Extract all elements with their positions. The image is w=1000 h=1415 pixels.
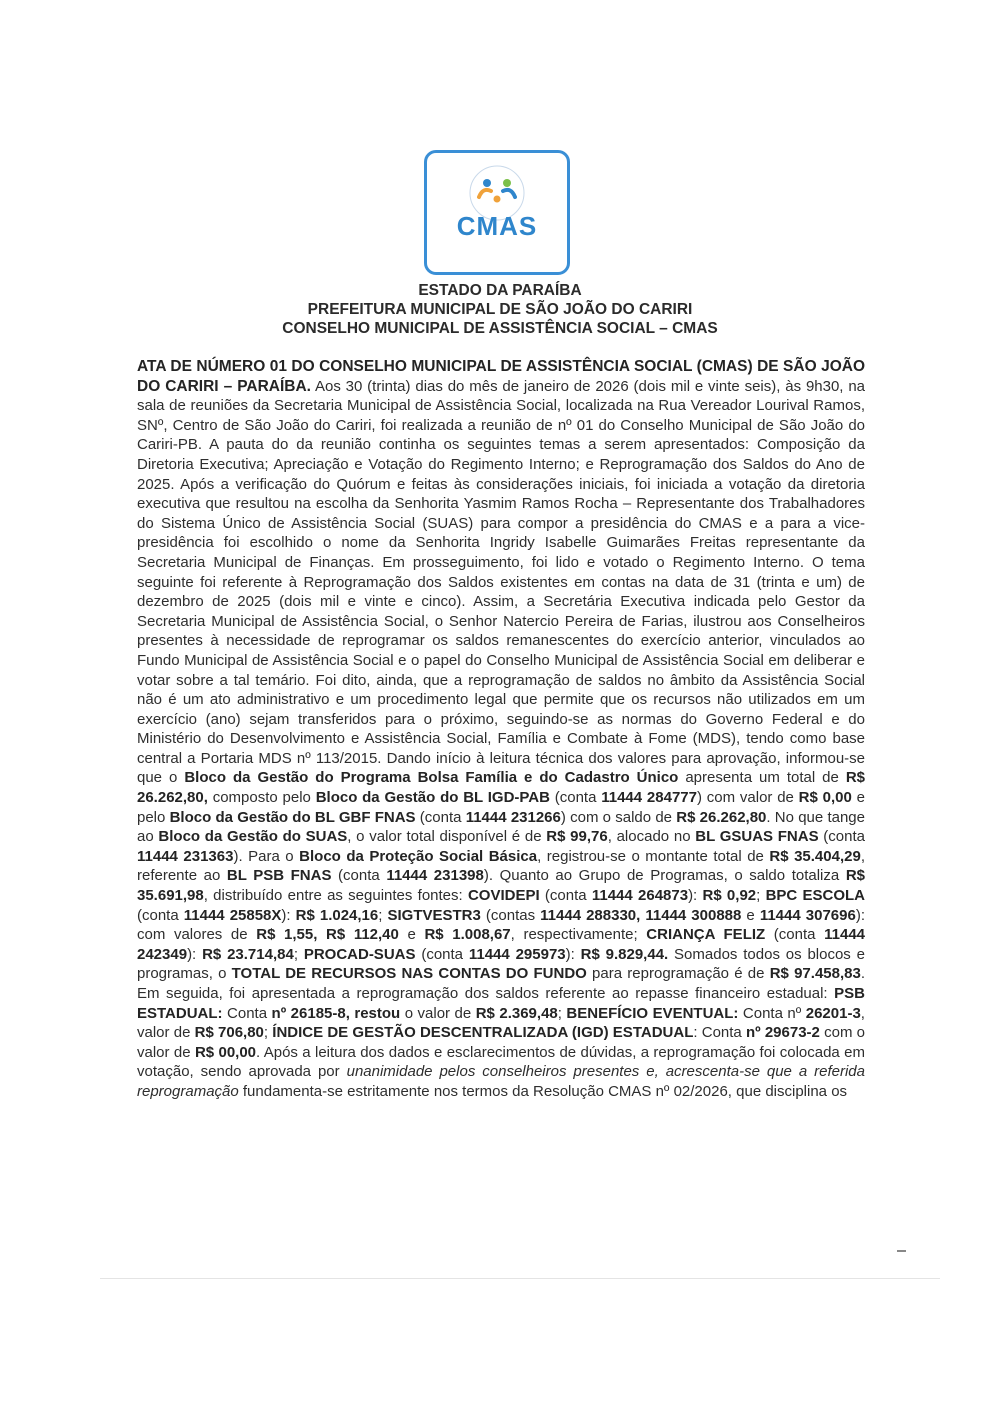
text-run: ): com valores de xyxy=(137,906,865,944)
bold-run: SIGTVESTR3 xyxy=(387,906,481,924)
header-council: CONSELHO MUNICIPAL DE ASSISTÊNCIA SOCIAL – CMAS xyxy=(282,320,718,337)
text-run: com o valor de xyxy=(137,1024,865,1061)
bold-run: 11444 264873 xyxy=(591,887,689,905)
text-run: para reprogramação é de xyxy=(586,965,770,983)
bold-run: BPC ESCOLA xyxy=(765,887,866,905)
bold-run: R$ 1,55, R$ 112,40 xyxy=(256,926,399,944)
text-run: . Após a leitura dos dados e esclarecimentos de dúvidas, a reprogramação foi colocada em votação, sendo aprovada por xyxy=(137,1043,865,1081)
bold-run: R$ 26.262,80, xyxy=(137,769,865,807)
bold-run: 11444 295973 xyxy=(468,945,566,963)
text-run: (conta xyxy=(137,906,184,924)
italic-run: unanimidade pelos conselheiros presentes e, acrescenta-se que a referida reprogramação xyxy=(137,1063,865,1100)
text-run: ; xyxy=(293,945,304,963)
text-run: ). Quanto ao Grupo de Programas, o saldo totaliza xyxy=(483,867,846,885)
bold-run: R$ 9.829,44. xyxy=(580,945,669,963)
bold-run: R$ 00,00 xyxy=(194,1043,257,1061)
bold-run: R$ 1.024,16 xyxy=(295,906,379,924)
text-run: , o valor total disponível é de xyxy=(347,828,547,846)
bold-run: 11444 307696 xyxy=(759,906,856,924)
text-run: ): xyxy=(187,945,203,963)
text-run: (conta xyxy=(415,945,469,963)
text-run: (conta xyxy=(818,828,865,846)
text-run: ). Para o xyxy=(233,847,300,865)
text-run: (conta xyxy=(765,926,825,944)
bold-run: 11444 288330, 11444 300888 xyxy=(540,906,742,924)
text-run: ) com valor de xyxy=(696,789,799,807)
bold-run: R$ 35.691,98 xyxy=(137,867,865,905)
bold-run: 11444 231363 xyxy=(137,847,234,865)
text-run: , respectivamente; xyxy=(510,926,647,944)
bold-run: R$ 35.404,29 xyxy=(769,847,861,865)
text-run: , valor de xyxy=(137,1004,865,1042)
bold-run: Bloco da Gestão do Programa Bolsa Família e do Cadastro Único xyxy=(184,769,679,787)
text-run: Somados todos os blocos e programas, o xyxy=(137,945,865,983)
document-header xyxy=(100,281,900,338)
minutes-body xyxy=(137,357,865,1102)
text-run: ; xyxy=(263,1024,273,1042)
text-run: , alocado no xyxy=(607,828,696,846)
text-run: Aos 30 (trinta) dias do mês de janeiro de 2026 (dois mil e vinte seis), às 9h30, na sala de reuniões da Secretaria Municipal de Assistência Social, localizada na Rua Vereador Lourival Ramos, SNº, Centro de São João do Cariri, foi realizada a reunião de nº 01 do Conselho Municipal de São João do Cariri-PB. A pauta do da reunião continha os seguintes temas a serem apresentados: Composição da Diretoria Executiva; Apreciação e Votação do Regimento Interno; e Reprogramação dos Saldos do Ano de 2025. Após a verificação do Quórum e feitas às considerações iniciais, foi iniciada a votação da diretoria executiva que resultou na escolha da Senhorita Yasmim Ramos Rocha – Representante dos Trabalhadores do Sistema Único de Assistência Social (SUAS) para compor a presidência do CMAS e a para a vice-presidência foi escolhido o nome da Senhorita Ingridy Isabelle Guimarães Freitas representante da Secretaria Municipal de Finanças. Em prosseguimento, foi lido e votado o Regimento Interno. O tema seguinte foi referente à Reprogramação dos Saldos existentes em contas na data de 31 (trinta e um) de dezembro de 2025 (dois mil e vinte e cinco). Assim, a Secretária Executiva indicada pelo Gestor da Secretaria Municipal de Assistência Social, o Senhor Natercio Pereira de Farias, ilustrou aos Conselheiros presentes à necessidade de reprogramar os saldos remanescentes do exercício anterior, vinculados ao Fundo Municipal de Assistência Social e o papel do Conselho Municipal de Assistência Social em deliberar e votar sobre a tal temário. Foi dito, ainda, que a reprogramação de saldos no âmbito da Assistência Social não é um ato administrativo e um procedimento legal que permite que os recursos não utilizados em um exercício (ano) sejam transferidos para o próximo, seguindo-se as normas do Governo Federal e do Ministério do Desenvolvimento e Assistência Social, Família e Combate à Fome (MDS), tendo como base central a Portaria MDS nº 113/2015. Dando início à leitura técnica dos valores para aprovação, informou-se que o xyxy=(137,377,865,787)
bold-run: PSB ESTADUAL: xyxy=(137,985,865,1022)
cmas-logo xyxy=(424,150,570,275)
bold-run: TOTAL DE RECURSOS NAS CONTAS DO FUNDO xyxy=(231,965,587,983)
text-run: ): xyxy=(565,945,581,963)
text-run: e xyxy=(398,926,425,944)
bold-run: R$ 2.369,48 xyxy=(475,1004,558,1022)
bold-run: COVIDEPI xyxy=(467,887,540,905)
text-run: , distribuído entre as seguintes fontes: xyxy=(203,887,468,905)
text-run: (conta xyxy=(549,789,602,807)
text-run: ): xyxy=(688,887,703,905)
text-run: (contas xyxy=(480,906,541,924)
text-run: e xyxy=(741,906,760,924)
bold-run: Bloco da Gestão do BL GBF FNAS xyxy=(169,808,416,826)
bold-run: R$ 1.008,67 xyxy=(424,926,511,944)
bold-run: Bloco da Proteção Social Básica xyxy=(299,847,538,865)
bold-run: R$ 0,00 xyxy=(798,789,852,807)
text-run: . No que tange ao xyxy=(137,808,865,846)
bold-run: Bloco da Gestão do SUAS xyxy=(158,828,348,846)
header-prefecture: PREFEITURA MUNICIPAL DE SÃO JOÃO DO CARIRI xyxy=(307,301,693,318)
text-run: , registrou-se o montante total de xyxy=(537,847,770,865)
text-run: Conta nº xyxy=(738,1004,806,1022)
text-run: ) com o saldo de xyxy=(560,808,677,826)
bold-run: R$ 26.262,80 xyxy=(676,808,767,826)
bold-run: 11444 231266 xyxy=(465,808,561,826)
text-run: ): xyxy=(281,906,296,924)
text-run: o valor de xyxy=(400,1004,476,1022)
bold-run: 11444 231398 xyxy=(386,867,484,885)
text-run: (conta xyxy=(331,867,387,885)
bold-run: 11444 284777 xyxy=(601,789,697,807)
bold-run: BL PSB FNAS xyxy=(226,867,332,885)
bold-run: 11444 242349 xyxy=(137,926,866,963)
scan-mark xyxy=(897,1250,906,1252)
minutes-title: ATA DE NÚMERO 01 DO CONSELHO MUNICIPAL DE ASSISTÊNCIA SOCIAL (CMAS) DE SÃO JOÃO DO CARIRI – PARAÍBA. xyxy=(137,358,865,395)
text-run: , referente ao xyxy=(137,847,865,885)
text-run: . Em seguida, foi apresentada a reprogramação dos saldos referente ao repasse financeiro estadual: xyxy=(137,965,865,1002)
bold-run: BL GSUAS FNAS xyxy=(695,828,819,846)
text-run: composto pelo xyxy=(207,789,316,807)
bold-run: nº 26185-8, restou xyxy=(271,1004,401,1022)
text-run: : Conta xyxy=(693,1024,746,1042)
bold-run: R$ 0,92 xyxy=(702,887,757,905)
text-run: Conta xyxy=(222,1004,272,1022)
text-run: fundamenta-se estritamente nos termos da Resolução CMAS nº 02/2026, que disciplina os xyxy=(238,1082,848,1100)
page-fold-line xyxy=(100,1278,940,1279)
text-run: ; xyxy=(557,1004,567,1022)
bold-run: R$ 706,80 xyxy=(194,1024,264,1042)
bold-run: PROCAD-SUAS xyxy=(303,945,416,963)
text-run: apresenta um total de xyxy=(678,769,846,787)
bold-run: Bloco da Gestão do BL IGD-PAB xyxy=(315,789,550,807)
text-run: (conta xyxy=(415,808,466,826)
text-run: e pelo xyxy=(137,789,865,826)
bold-run: R$ 23.714,84 xyxy=(202,945,294,963)
text-run: ; xyxy=(756,887,766,905)
bold-run: nº 29673-2 xyxy=(745,1024,820,1042)
logo-text: CMAS xyxy=(456,211,538,241)
bold-run: ÍNDICE DE GESTÃO DESCENTRALIZADA (IGD) ESTADUAL xyxy=(272,1024,694,1042)
bold-run: R$ 97.458,83 xyxy=(769,965,861,983)
bold-run: CRIANÇA FELIZ xyxy=(646,926,766,944)
bold-run: R$ 99,76 xyxy=(546,828,608,846)
bold-run: 11444 25858X xyxy=(183,906,282,924)
bold-run: BENEFÍCIO EVENTUAL: xyxy=(566,1004,739,1022)
text-run: ; xyxy=(378,906,388,924)
bold-run: 26201-3 xyxy=(805,1004,861,1022)
text-run: (conta xyxy=(539,887,592,905)
header-state: ESTADO DA PARAÍBA xyxy=(418,282,582,299)
